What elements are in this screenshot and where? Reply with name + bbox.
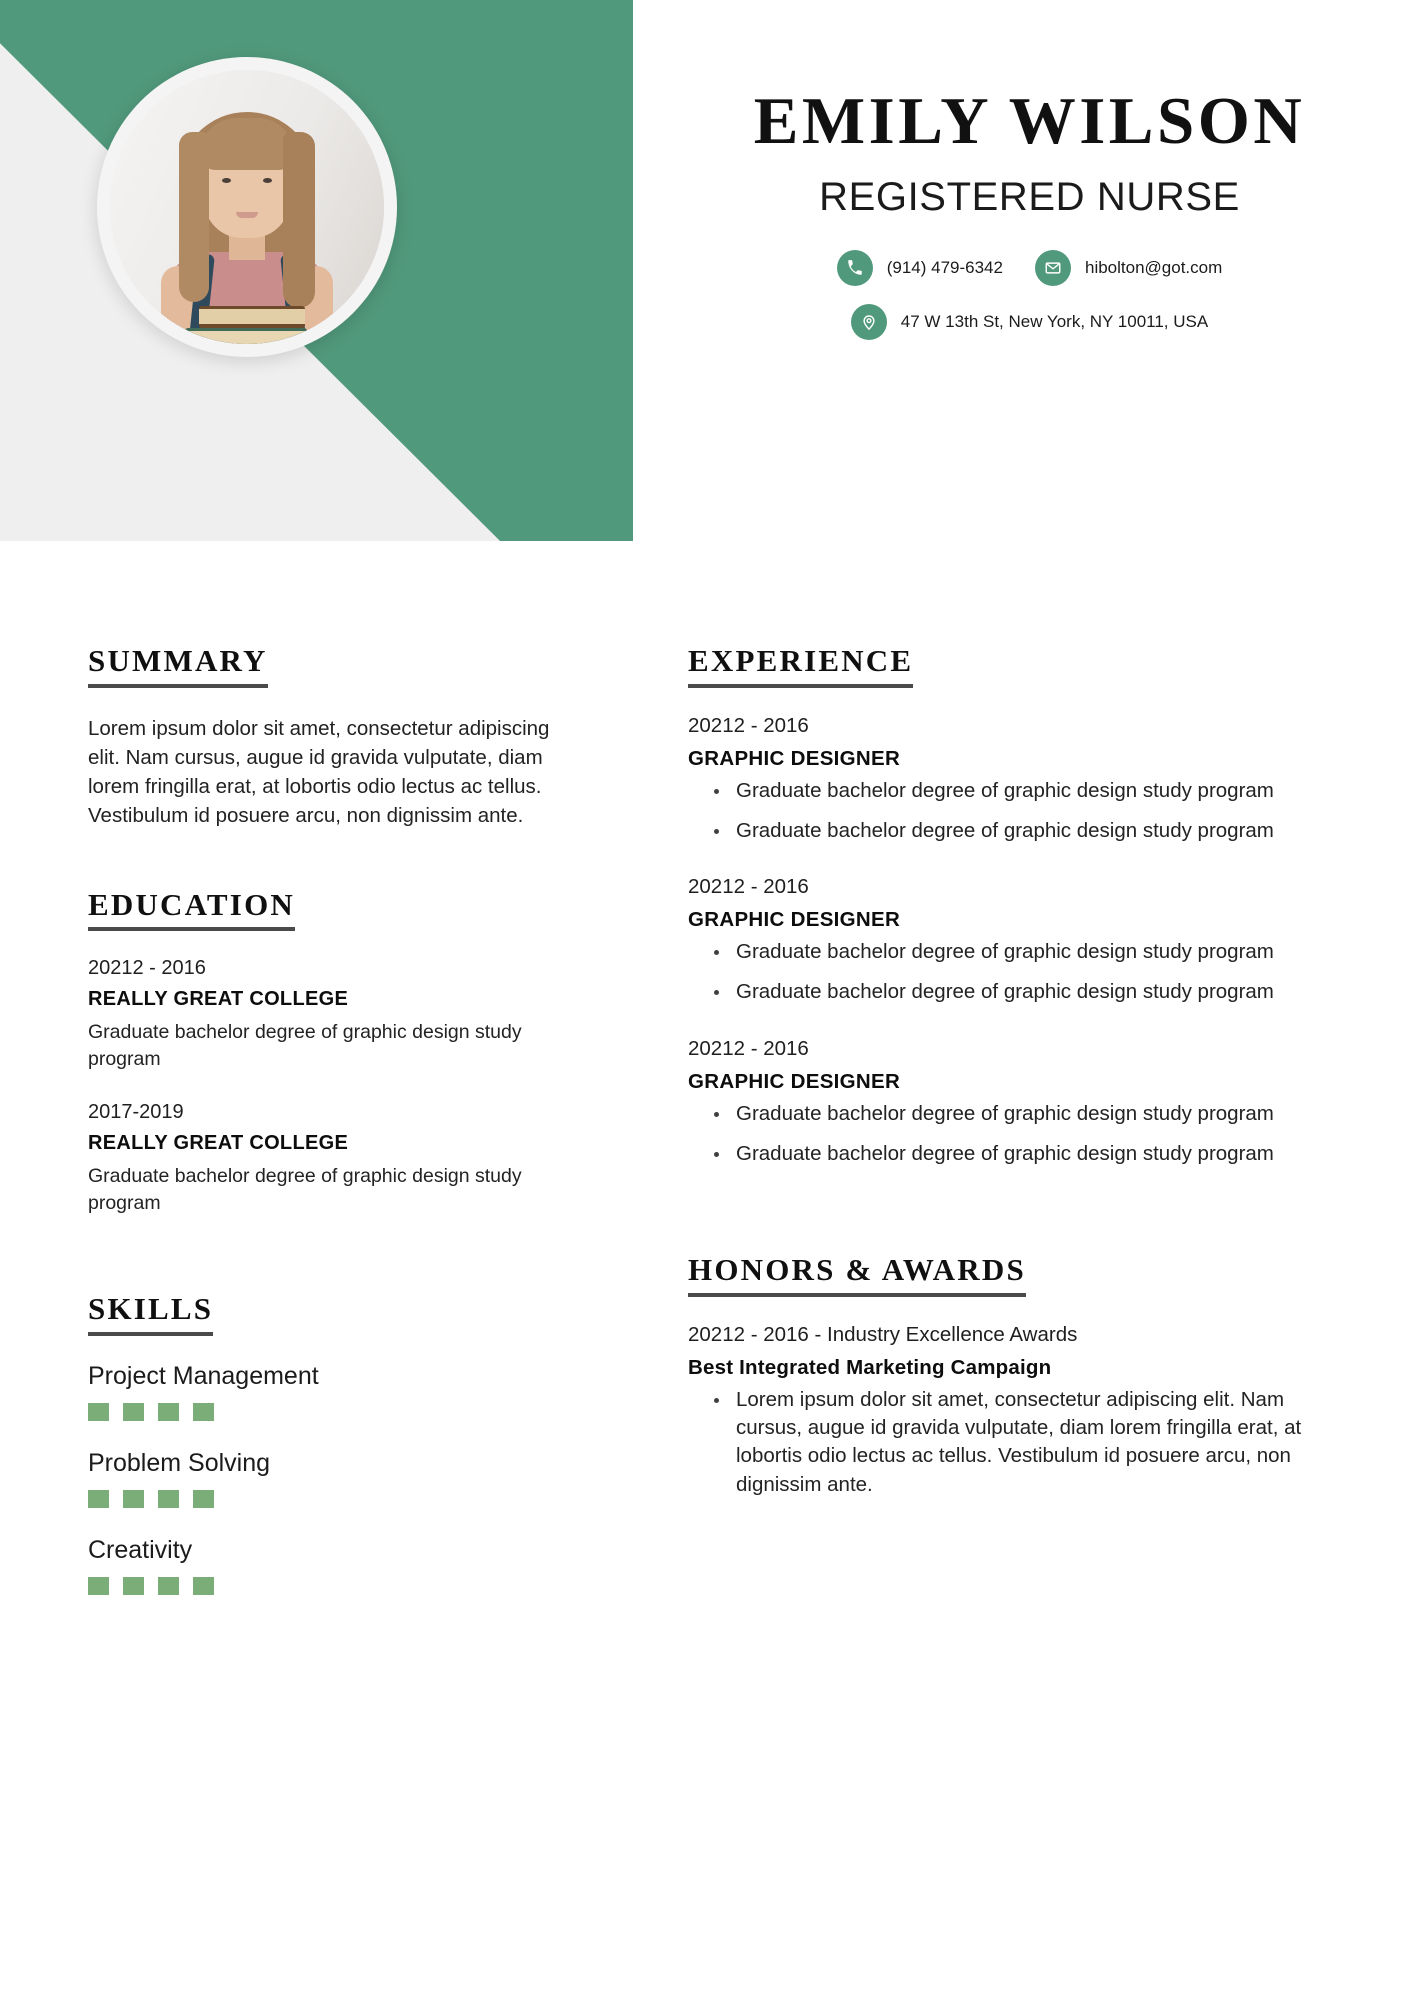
skill-item — [88, 1536, 556, 1595]
right-column — [688, 645, 1312, 1529]
experience-bullets — [688, 938, 1312, 1007]
education-org: REALLY GREAT COLLEGE — [88, 988, 349, 1011]
education-heading: EDUCATION — [88, 889, 295, 932]
skill-square — [158, 1490, 179, 1508]
award-bullets — [688, 1386, 1312, 1499]
portrait-eye-left — [222, 178, 231, 183]
phone-icon — [837, 250, 873, 286]
skill-square — [193, 1490, 214, 1508]
honors-heading: HONORS & AWARDS — [688, 1254, 1026, 1297]
contact-email[interactable] — [1035, 250, 1222, 286]
experience-role: GRAPHIC DESIGNER — [688, 1069, 901, 1093]
header-text-block — [672, 0, 1414, 541]
skill-square — [123, 1577, 144, 1595]
email-text: hibolton@got.com — [1084, 258, 1223, 277]
skill-square — [123, 1490, 144, 1508]
skill-square — [158, 1577, 179, 1595]
contact-row-address — [672, 304, 1387, 340]
list-item: Graduate bachelor degree of graphic design study program — [714, 978, 1312, 1006]
skill-item — [88, 1362, 556, 1421]
portrait-hair-strand-left — [179, 132, 209, 302]
education-heading-wrap — [88, 886, 556, 932]
spacer — [688, 1198, 1312, 1254]
skill-square — [123, 1403, 144, 1421]
experience-entry — [688, 1037, 1312, 1169]
experience-entry — [688, 714, 1312, 846]
education-entry — [88, 957, 556, 1073]
education-entry — [88, 1101, 556, 1217]
phone-text: (914) 479-6342 — [886, 258, 1003, 277]
address-text: 47 W 13th St, New York, NY 10011, USA — [900, 312, 1209, 331]
envelope-icon — [1035, 250, 1071, 286]
contact-phone[interactable] — [837, 250, 1003, 286]
skill-square — [193, 1577, 214, 1595]
list-item: Graduate bachelor degree of graphic design study program — [714, 817, 1312, 845]
experience-role: GRAPHIC DESIGNER — [688, 746, 901, 770]
summary-heading: SUMMARY — [88, 645, 268, 688]
section-summary — [88, 645, 556, 831]
skill-item — [88, 1449, 556, 1508]
list-item: Graduate bachelor degree of graphic design study program — [714, 1140, 1312, 1168]
experience-date: 20212 - 2016 — [688, 713, 809, 737]
portrait-book-top — [199, 306, 305, 328]
avatar-image — [110, 70, 384, 344]
skill-label: Project Management — [88, 1361, 319, 1390]
left-column — [88, 645, 556, 1623]
skill-square — [88, 1490, 109, 1508]
award-title: Best Integrated Marketing Campaign — [688, 1355, 1052, 1379]
award-entry — [688, 1323, 1312, 1499]
section-skills — [88, 1290, 556, 1595]
education-org: REALLY GREAT COLLEGE — [88, 1132, 349, 1155]
skill-square — [88, 1577, 109, 1595]
avatar — [97, 57, 397, 357]
skills-heading: SKILLS — [88, 1293, 213, 1336]
resume-header — [0, 0, 1414, 541]
list-item: Lorem ipsum dolor sit amet, consectetur adipiscing elit. Nam cursus, augue id gravida vulputate, diam lorem fringilla erat, at lobortis odio lectus ac tellus. Vestibulum id posuere arcu, non dignissim ante. — [714, 1386, 1312, 1499]
portrait-eye-right — [263, 178, 272, 183]
award-meta: 20212 - 2016 - Industry Excellence Awards — [688, 1322, 1078, 1346]
education-desc: Graduate bachelor degree of graphic design study program — [88, 1165, 522, 1215]
skill-label: Problem Solving — [88, 1448, 271, 1477]
experience-bullets — [688, 777, 1312, 846]
page-title: EMILY WILSON — [753, 84, 1306, 158]
experience-date: 20212 - 2016 — [688, 875, 809, 899]
section-education — [88, 886, 556, 1217]
portrait-mouth — [236, 212, 258, 218]
experience-heading-wrap — [688, 645, 1312, 688]
skills-heading-wrap — [88, 1290, 556, 1336]
location-pin-icon — [851, 304, 887, 340]
skill-square — [158, 1403, 179, 1421]
contact-row-primary — [672, 250, 1387, 286]
education-date: 20212 - 2016 — [88, 957, 206, 980]
summary-text: Lorem ipsum dolor sit amet, consectetur adipiscing elit. Nam cursus, augue id gravida vulputate, diam lorem fringilla erat, at lobortis odio lectus ac tellus. Vestibulum id posuere arcu, non dignissim ante. — [88, 716, 550, 828]
skill-rating — [88, 1577, 556, 1595]
list-item: Graduate bachelor degree of graphic design study program — [714, 1100, 1312, 1128]
list-item: Graduate bachelor degree of graphic design study program — [714, 777, 1312, 805]
education-desc: Graduate bachelor degree of graphic design study program — [88, 1021, 522, 1071]
experience-bullets — [688, 1100, 1312, 1169]
contact-info — [672, 250, 1387, 358]
skill-label: Creativity — [88, 1535, 193, 1564]
skill-rating — [88, 1403, 556, 1421]
portrait-book-middle — [185, 328, 307, 344]
portrait-hair-strand-right — [283, 132, 315, 308]
spacer — [88, 831, 556, 889]
skill-square — [88, 1403, 109, 1421]
job-title: REGISTERED NURSE — [819, 175, 1240, 219]
spacer — [88, 1245, 556, 1293]
experience-role: GRAPHIC DESIGNER — [688, 908, 901, 932]
summary-heading-wrap — [88, 645, 556, 688]
portrait-hair-front — [200, 118, 294, 170]
experience-date: 20212 - 2016 — [688, 1036, 809, 1060]
experience-heading: EXPERIENCE — [688, 645, 913, 688]
skill-rating — [88, 1490, 556, 1508]
honors-heading-wrap — [688, 1254, 1312, 1297]
contact-address[interactable] — [851, 304, 1208, 340]
skill-square — [193, 1403, 214, 1421]
section-experience — [688, 645, 1312, 1168]
section-honors-awards — [688, 1254, 1312, 1499]
experience-entry — [688, 875, 1312, 1007]
list-item: Graduate bachelor degree of graphic design study program — [714, 938, 1312, 966]
education-date: 2017-2019 — [88, 1101, 184, 1124]
